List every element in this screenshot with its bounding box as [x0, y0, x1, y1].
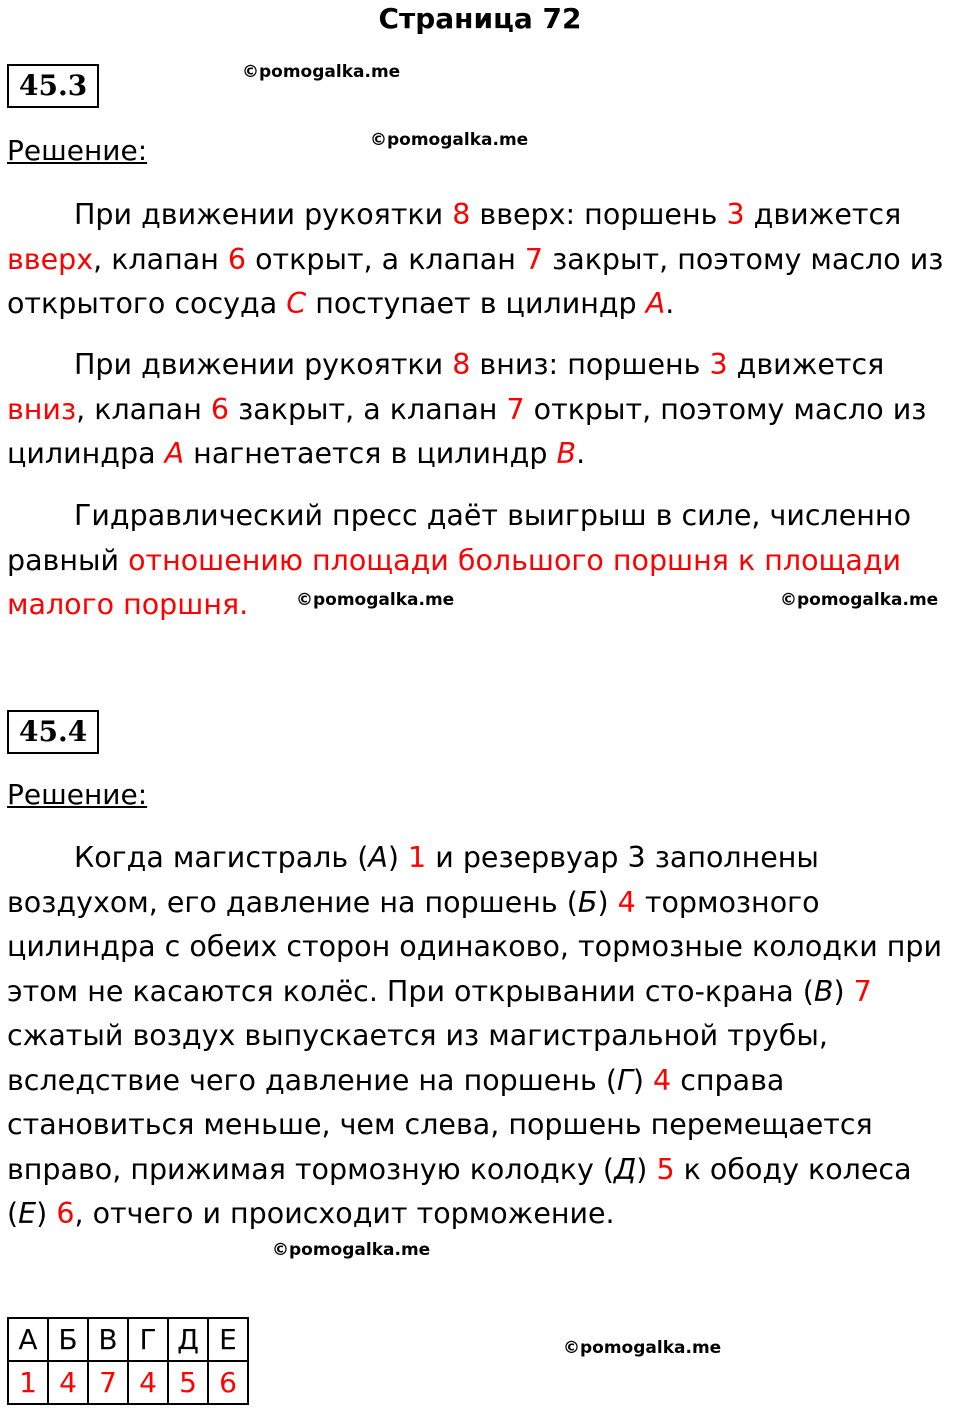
- table-cell: 4: [48, 1361, 88, 1404]
- table-cell: Б: [48, 1318, 88, 1361]
- table-cell: В: [88, 1318, 128, 1361]
- solution-heading: Решение:: [7, 778, 148, 811]
- task-number-box: 45.4: [7, 710, 99, 754]
- watermark: ©pomogalka.me: [296, 590, 455, 610]
- table-cell: Е: [208, 1318, 248, 1361]
- answer-table-value-row: [8, 1361, 248, 1404]
- watermark: ©pomogalka.me: [272, 1240, 431, 1260]
- table-cell: 6: [208, 1361, 248, 1404]
- paragraph-up-stroke: При движении рукоятки 8 вверх: поршень 3 движется вверх, клапан 6 открыт, а клапан 7 закрыт, поэтому масло из открытого сосуда С поступает в цилиндр А.: [7, 198, 944, 320]
- table-cell: 1: [8, 1361, 48, 1404]
- watermark: ©pomogalka.me: [242, 62, 401, 82]
- paragraph-down-stroke: При движении рукоятки 8 вниз: поршень 3 движется вниз, клапан 6 закрыт, а клапан 7 открыт, поэтому масло из цилиндра А нагнетается в цилиндр В.: [7, 348, 927, 470]
- watermark: ©pomogalka.me: [370, 130, 529, 150]
- solution-heading: Решение:: [7, 134, 148, 167]
- paragraph-brake-explanation: Когда магистраль (А) 1 и резервуар 3 заполнены воздухом, его давление на поршень (Б) 4 тормозного цилиндра с обеих сторон одинаково, тормозные колодки при этом не касаются колёс. При открывании сто-крана (В) 7 сжатый воздух выпускается из магистральной трубы, вследствие чего давление на поршень (Г) 4 справа становиться меньше, чем слева, поршень перемещается вправо, прижимая тормозную колодку (Д) 5 к ободу колеса (Е) 6, отчего и происходит торможение.: [7, 841, 943, 1230]
- table-cell: 5: [168, 1361, 208, 1404]
- page-title: Страница 72: [378, 2, 582, 35]
- watermark: ©pomogalka.me: [780, 590, 939, 610]
- table-cell: 4: [128, 1361, 168, 1404]
- table-cell: А: [8, 1318, 48, 1361]
- watermark: ©pomogalka.me: [563, 1338, 722, 1358]
- table-cell: 7: [88, 1361, 128, 1404]
- answer-table-header-row: [8, 1318, 248, 1361]
- task-number-box: 45.3: [7, 64, 99, 108]
- answer-table: [7, 1317, 249, 1405]
- paragraph-conclusion: Гидравлический пресс даёт выигрыш в силе, численно равный отношению площади большого поршня к площади малого поршня.: [7, 499, 912, 621]
- table-cell: Г: [128, 1318, 168, 1361]
- table-cell: Д: [168, 1318, 208, 1361]
